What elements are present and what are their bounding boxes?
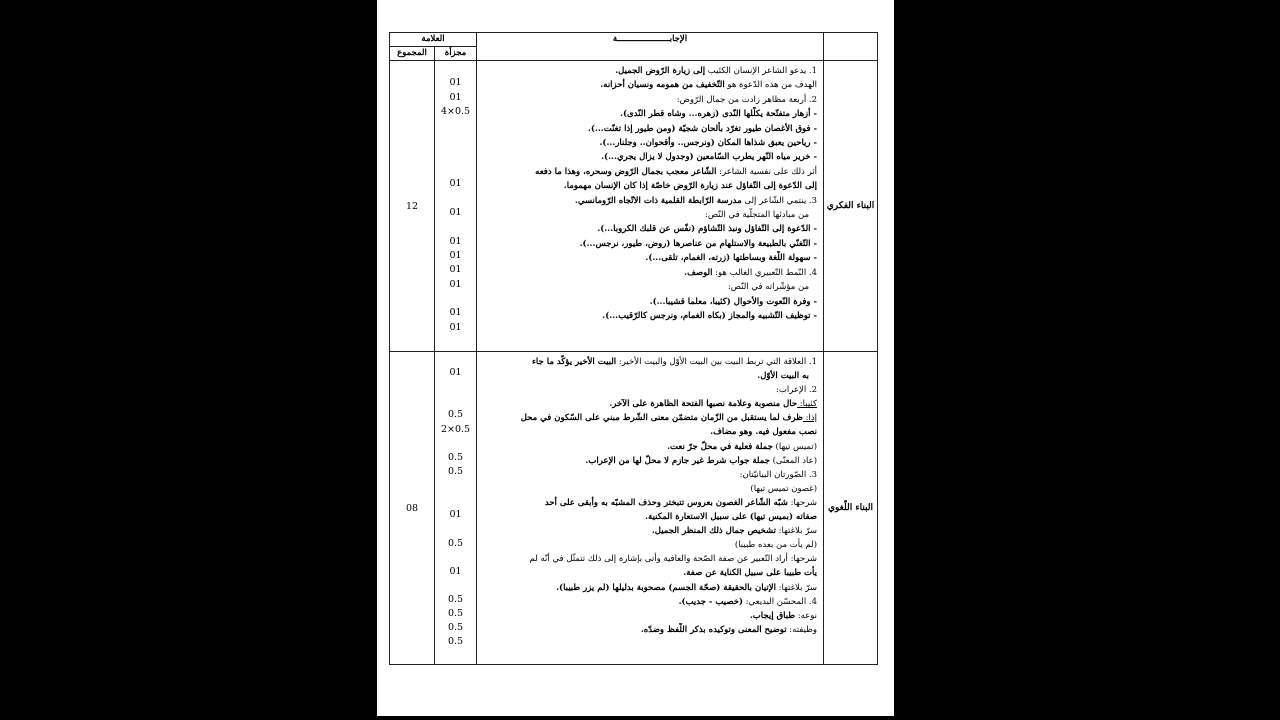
answer-line: أثر ذلك على نفسية الشاعر: الشّاعر معجب بجمال الرّوض وسحره، وهذا ما دفعه (535, 166, 818, 177)
mark-header: العلامة (390, 33, 477, 47)
mark-value: 01 (449, 236, 462, 247)
section-row-linguistic (390, 352, 878, 665)
mark-value: 01 (449, 566, 462, 577)
answer-line: - رياحين يعبق شذاها المكان (ونرجس.. وأقحوان.. وجلنار...). (599, 138, 818, 149)
mark-value: 0.5 (447, 608, 464, 619)
mark-value: 0.5 (447, 466, 464, 477)
answer-line: - توظيف التّشبيه والمجاز (بكاه الغمام، ونرجس كالرّقيب...). (602, 310, 818, 321)
answer-cell (477, 61, 824, 352)
answer-line: يأت طبيبا على سبيل الكناية عن صفة. (683, 568, 818, 579)
header-row (390, 33, 878, 47)
answer-line: 3. الصّورتان البيانيّتان: (739, 469, 818, 480)
answer-line: الهدف من هذه الدّعوة هو التّخفيف من همومه ونسيان أحزانه. (600, 80, 818, 91)
section-header-empty (824, 33, 878, 61)
mark-value: 01 (449, 509, 462, 520)
answer-line: سرّ بلاغتها: الإتيان بالحقيقة (صحّة الجسم) مصحوبة بدليلها (لم يزر طبيبا). (556, 582, 818, 593)
answer-key-table (389, 32, 878, 665)
answer-line: إذا: ظرف لما يستقبل من الزّمان متضمّن معنى الشّرط مبني على السّكون في محل (520, 413, 818, 424)
answer-header: الإجابـــــــــــــــــــــة (477, 33, 824, 61)
answer-line: 3. ينتمي الشّاعر إلى مدرسة الرّابطة القلمية ذات الاتّجاه الرّومانسي. (574, 195, 818, 206)
section-total: 08 (390, 352, 435, 665)
partial-header: مجزأة (435, 47, 477, 61)
answer-line: 4. المحسّن البديعي: (خصيب - جديب). (678, 596, 818, 607)
answer-line: - أزهار متفتّحة يكلّلها النّدى (زهره... وشاه قطر النّدى). (620, 109, 818, 120)
answer-line: نوعه: طباق إيجاب. (749, 610, 818, 621)
answer-line: شرحها: شبّه الشّاعر الغصون بعروس تتبختر وحذف المشبّه به وأبقى على أحد (544, 497, 818, 508)
mark-value: 2×0.5 (440, 424, 471, 435)
mark-value: 0.5 (447, 594, 464, 605)
answer-line: 4. النّمط التّعبيري الغالب هو: الوصف. (684, 267, 818, 278)
section-marks (435, 61, 477, 352)
mark-value: 0.5 (447, 636, 464, 647)
mark-value: 01 (449, 207, 462, 218)
section-total: 12 (390, 61, 435, 352)
answer-line: - الدّعوة إلى التّفاؤل ونبذ التّشاؤم (نفّس عن قلبك الكروبا...). (597, 224, 818, 235)
answer-line: 1. يدعو الشاعر الإنسان الكئيب إلى زيارة الرّوض الجميل. (615, 66, 818, 76)
mark-value: 4×0.5 (440, 106, 471, 117)
answer-line: - فوق الأغصان طيور تغرّد بألحان شجيّة (ومن طيور إذا تغنّت...). (587, 123, 818, 134)
section-label: البناء الفكري (824, 61, 878, 352)
answer-line: إلى الدّعوة إلى التّفاؤل عند زيارة الرّوض خاصّة إذا كان الإنسان مهموما. (563, 181, 818, 192)
answer-line: نصب مفعول فيه. وهو مضاف. (710, 427, 818, 438)
mark-value: 01 (449, 322, 462, 333)
answer-cell (477, 352, 824, 665)
answer-line: من مؤشّراته في النّص: (727, 282, 810, 293)
answer-line: كئيبا: حال منصوبة وعلامة نصبها الفتحة الظاهرة على الآخر. (609, 399, 818, 410)
answer-line: به البيت الأوّل. (757, 371, 810, 382)
answer-line: وظيفته: توضيح المعنى وتوكيده بذكر اللّفظ وضدّه. (640, 624, 818, 635)
mark-value: 01 (449, 92, 462, 103)
answer-line: 2. أربعة مظاهر زادت من جمال الرّوض: (676, 94, 818, 105)
answer-line: سرّ بلاغتها: تشخيص جمال ذلك المنظر الجميل. (651, 526, 818, 537)
answer-line: 2. الإعراب: (775, 385, 818, 396)
section-label: البناء اللّغوي (824, 352, 878, 665)
section-row-intellectual (390, 61, 878, 352)
mark-value: 01 (449, 77, 462, 88)
answer-line: من مبادئها المتجلّية في النّص: (705, 210, 810, 221)
answer-line: - وفرة النّعوت والأحوال (كئيبا، معلما قشيبا...). (649, 296, 818, 307)
answer-line: 1. العلاقة التي تربط البيت بين البيت الأوّل والبيت الأخير: البيت الأخير يؤكّد ما جاء (531, 357, 818, 367)
mark-value: 01 (449, 279, 462, 290)
answer-line: (تميس تيها) جملة فعلية في محلّ جرّ نعت. (667, 441, 818, 452)
answer-line: (غصون تميس تيها) (750, 483, 818, 494)
answer-line: - سهولة اللّغة وبساطتها (زرته، الغمام، تلقى...). (645, 253, 818, 264)
answer-line: - التّغنّي بالطبيعة والاستلهام من عناصرها (روض، طيور، نرجس...). (579, 238, 818, 249)
mark-value: 01 (449, 367, 462, 378)
mark-value: 01 (449, 264, 462, 275)
answer-line: (لم يأت من بعده طبيبا) (734, 540, 818, 551)
answer-line: - خرير مياه النّهر يطرب السّامعين (وجدول لا يزال يجري...). (601, 152, 818, 163)
answer-line: صفاته (بميس تيها) على سبيل الاستعارة المكنية. (645, 512, 818, 523)
mark-value: 01 (449, 178, 462, 189)
mark-value: 01 (449, 307, 462, 318)
answer-key-page (377, 0, 894, 716)
total-header: المجموع (390, 47, 435, 61)
mark-value: 0.5 (447, 538, 464, 549)
mark-value: 0.5 (447, 409, 464, 420)
mark-value: 0.5 (447, 452, 464, 463)
section-marks (435, 352, 477, 665)
answer-line: (عاد المعنّى) جملة جواب شرط غير جازم لا محلّ لها من الإعراب. (585, 455, 818, 466)
mark-value: 0.5 (447, 622, 464, 633)
mark-value: 01 (449, 250, 462, 261)
answer-line: شرحها: أراد التّعبير عن صفة الصّحة والعافية وأتى بإشارة إلى ذلك تتمثّل في أنّه لم (529, 554, 818, 565)
